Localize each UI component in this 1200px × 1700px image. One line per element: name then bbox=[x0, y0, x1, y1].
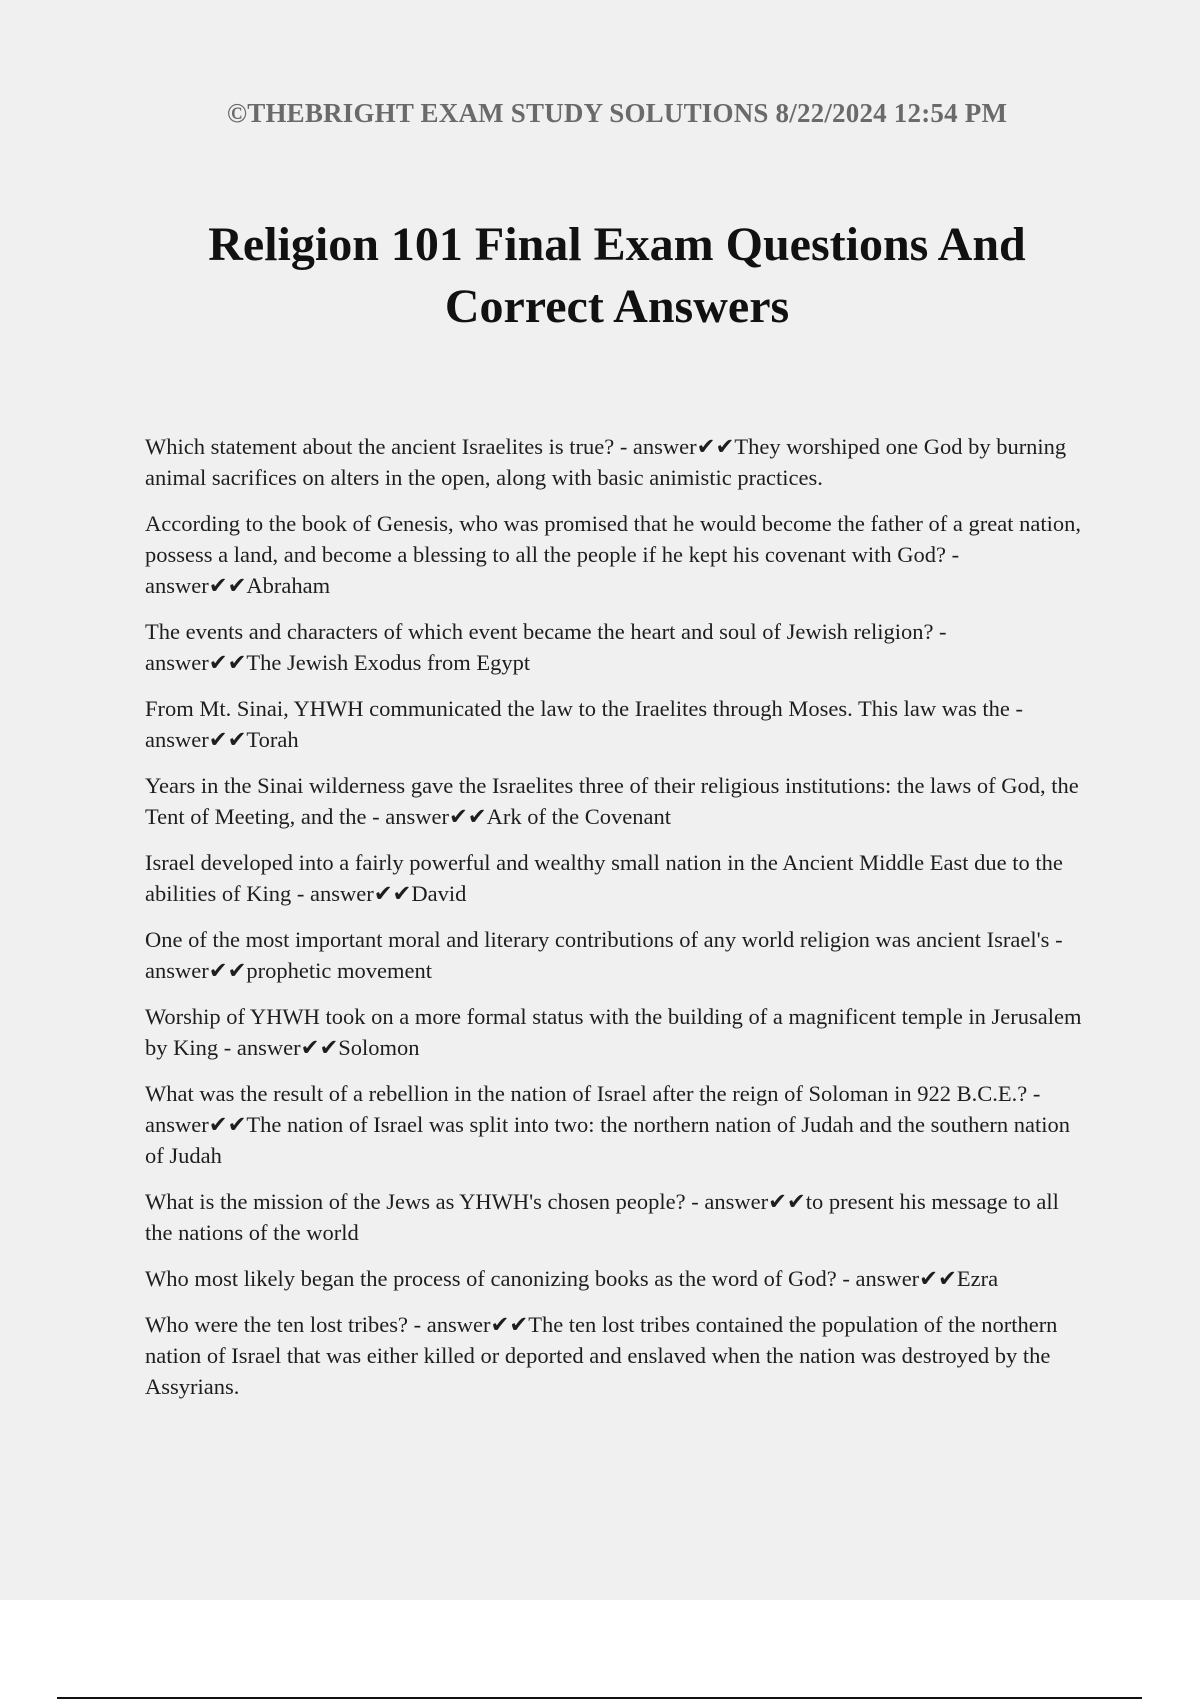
question-answer-list bbox=[145, 431, 1085, 1417]
qa-item: One of the most important moral and literary contributions of any world religion was ancient Israel's - answer✔✔prophetic movement bbox=[145, 927, 1063, 983]
qa-item: Worship of YHWH took on a more formal status with the building of a magnificent temple in Jerusalem by King - answer✔✔Solomon bbox=[145, 1004, 1082, 1060]
qa-item: From Mt. Sinai, YHWH communicated the law to the Iraelites through Moses. This law was the - answer✔✔Torah bbox=[145, 696, 1023, 752]
qa-item: What was the result of a rebellion in the nation of Israel after the reign of Soloman in 922 B.C.E.? - answer✔✔The nation of Israel was split into two: the northern nation of Judah and the southern nation of Judah bbox=[145, 1081, 1070, 1168]
footer-divider bbox=[57, 1697, 1142, 1699]
page-title bbox=[0, 214, 1200, 338]
copyright-header: ©THEBRIGHT EXAM STUDY SOLUTIONS 8/22/2024 12:54 PM bbox=[226, 98, 1008, 128]
qa-item: Who were the ten lost tribes? - answer✔✔The ten lost tribes contained the population of the northern nation of Israel that was either killed or deported and enslaved when the nation was destroyed by the Assyrians. bbox=[145, 1312, 1058, 1399]
qa-item: What is the mission of the Jews as YHWH's chosen people? - answer✔✔to present his message to all the nations of the world bbox=[145, 1189, 1059, 1245]
qa-item: Who most likely began the process of canonizing books as the word of God? - answer✔✔Ezra bbox=[145, 1266, 999, 1291]
qa-item: Which statement about the ancient Israelites is true? - answer✔✔They worshiped one God by burning animal sacrifices on alters in the open, along with basic animistic practices. bbox=[145, 434, 1067, 490]
qa-item: The events and characters of which event became the heart and soul of Jewish religion? - answer✔✔The Jewish Exodus from Egypt bbox=[145, 619, 947, 675]
page-title-line-1: Religion 101 Final Exam Questions And bbox=[208, 218, 1026, 271]
page-title-line-2: Correct Answers bbox=[444, 280, 790, 333]
qa-item: Israel developed into a fairly powerful and wealthy small nation in the Ancient Middle East due to the abilities of King - answer✔✔David bbox=[145, 850, 1063, 906]
qa-item: According to the book of Genesis, who was promised that he would become the father of a great nation, possess a land, and become a blessing to all the people if he kept his covenant with God? - answer✔✔Abraham bbox=[145, 511, 1081, 598]
qa-item: Years in the Sinai wilderness gave the Israelites three of their religious institutions: the laws of God, the Tent of Meeting, and the - answer✔✔Ark of the Covenant bbox=[145, 773, 1079, 829]
